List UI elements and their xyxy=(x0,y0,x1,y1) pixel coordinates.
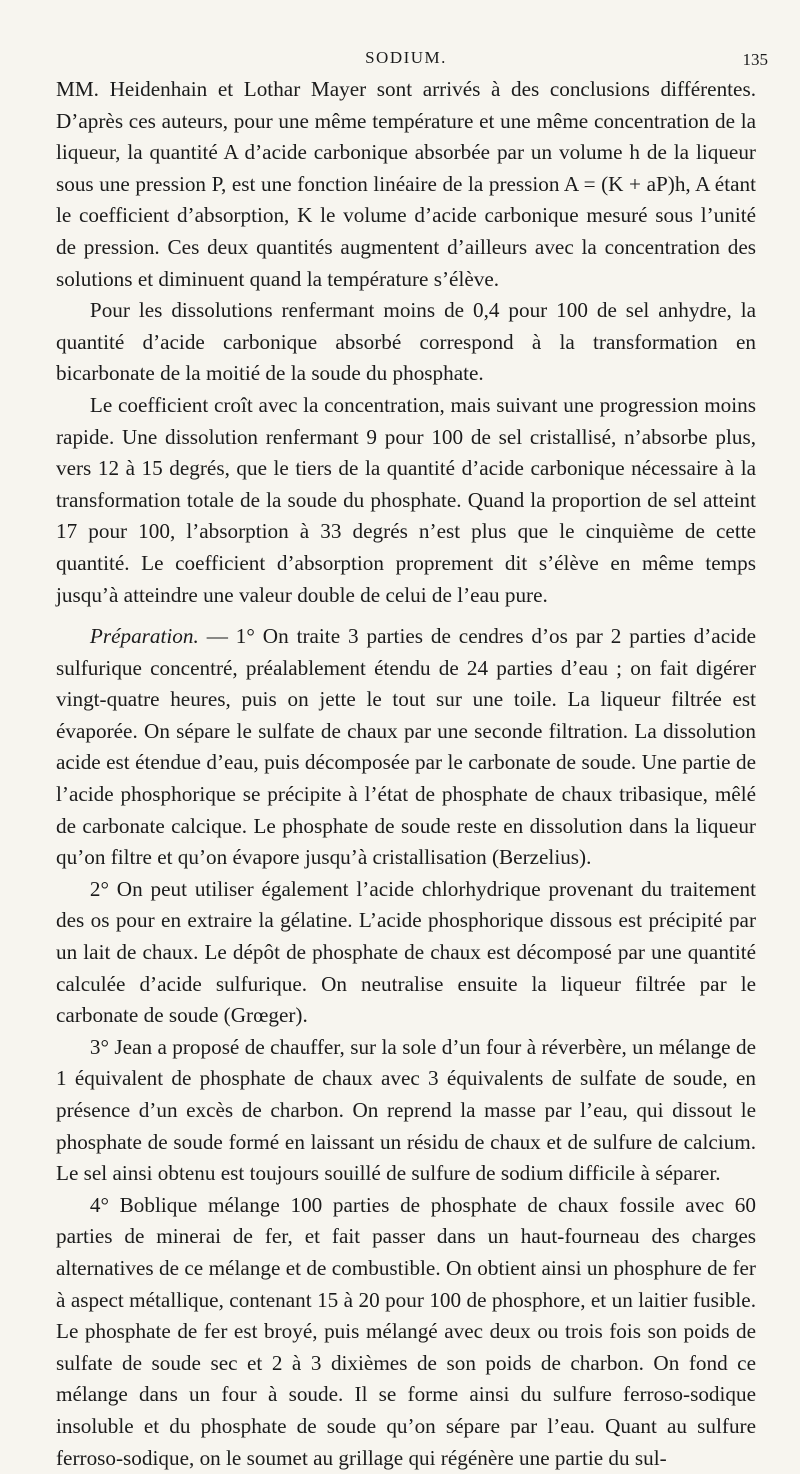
paragraph-method-2 xyxy=(56,874,756,1032)
paragraph-text: 4° Boblique mélange 100 parties de phosphate de chaux fossile avec 60 parties de minerai de fer, et fait passer dans un haut-fourneau des charges alternatives de ce mélange et de combustible. On obtient ainsi un phosphure de fer à aspect métallique, contenant 15 à 20 pour 100 de phosphore, et un laitier fusible. Le phosphate de fer est broyé, puis mélangé avec deux ou trois fois son poids de sulfate de soude sec et 2 à 3 dixièmes de son poids de charbon. On fond ce mélange dans un four à soude. Il se forme ainsi du sulfure ferroso-sodique insoluble et du phosphate de soude qu’on sépare par l’eau. Quant au sulfure ferroso-sodique, on le soumet au grillage qui régénère une partie du sul- xyxy=(56,1192,756,1470)
paragraph-3 xyxy=(56,390,756,611)
paragraph-preparation xyxy=(56,621,756,874)
paragraph-text: 2° On peut utiliser également l’acide chlorhydrique provenant du traitement des os pour en extraire la gélatine. L’acide phosphorique dissous est précipité par un lait de chaux. Le dépôt de phosphate de chaux est décomposé par une quantité calculée d’acide sulfurique. On neutralise ensuite la liqueur filtrée par le carbonate de soude (Grœger). xyxy=(56,876,756,1028)
paragraph-method-4 xyxy=(56,1190,756,1474)
book-page xyxy=(56,48,768,1474)
paragraph-text: 3° Jean a proposé de chauffer, sur la sole d’un four à réverbère, un mélange de 1 équivalent de phosphate de chaux avec 3 équivalents de sulfate de soude, en présence d’un excès de charbon. On reprend la masse par l’eau, qui dissout le phosphate de soude formé en laissant un résidu de chaux et de sulfure de calcium. Le sel ainsi obtenu est toujours souillé de sulfure de sodium difficile à séparer. xyxy=(56,1034,756,1186)
running-header xyxy=(56,48,768,74)
paragraph-text: — 1° On traite 3 parties de cendres d’os par 2 parties d’acide sulfurique concentré, préalablement étendu de 24 parties d’eau ; on fait digérer vingt-quatre heures, puis on jette le tout sur une toile. La liqueur filtrée est évaporée. On sépare le sulfate de chaux par une seconde filtration. La dissolution acide est étendue d’eau, puis décomposée par le carbonate de soude. Une partie de l’acide phosphorique se précipite à l’état de phosphate de chaux tribasique, mêlé de carbonate calcique. Le phosphate de soude reste en dissolution dans la liqueur qu’on filtre et qu’on évapore jusqu’à cristallisation (Berzelius). xyxy=(56,624,756,870)
paragraph-text: Le coefficient croît avec la concentration, mais suivant une progression moins rapide. Une dissolution renfermant 9 pour 100 de sel cristallisé, n’absorbe plus, vers 12 à 15 degrés, que le tiers de la quantité d’acide carbonique nécessaire à la transformation totale de la soude du phosphate. Quand la proportion de sel atteint 17 pour 100, l’absorption à 33 degrés n’est plus que le cinquième de cette quantité. Le coefficient d’absorption proprement dit s’élève en même temps jusqu’à atteindre une valeur double de celui de l’eau pure. xyxy=(56,392,756,607)
paragraph-2 xyxy=(56,295,756,390)
running-title: SODIUM. xyxy=(365,48,447,67)
paragraph-method-3 xyxy=(56,1032,756,1190)
paragraph-text: Pour les dissolutions renfermant moins de 0,4 pour 100 de sel anhydre, la quantité d’acide carbonique absorbé correspond à la transformation en bicarbonate de la moitié de la soude du phosphate. xyxy=(56,298,756,386)
paragraph-1 xyxy=(56,74,756,295)
page-number: 135 xyxy=(742,50,768,69)
paragraph-text: MM. Heidenhain et Lothar Mayer sont arrivés à des conclusions différentes. D’après ces auteurs, pour une même température et une même concentration de la liqueur, la quantité A d’acide carbonique absorbée par un volume h de la liqueur sous une pression P, est une fonction linéaire de la pression A = (K + aP)h, A étant le coefficient d’absorption, K le volume d’acide carbonique mesuré sous l’unité de pression. Ces deux quantités augmentent d’ailleurs avec la concentration des solutions et diminuent quand la température s’élève. xyxy=(56,77,756,291)
body-text xyxy=(56,74,756,1474)
section-heading-preparation: Préparation. xyxy=(89,624,199,649)
